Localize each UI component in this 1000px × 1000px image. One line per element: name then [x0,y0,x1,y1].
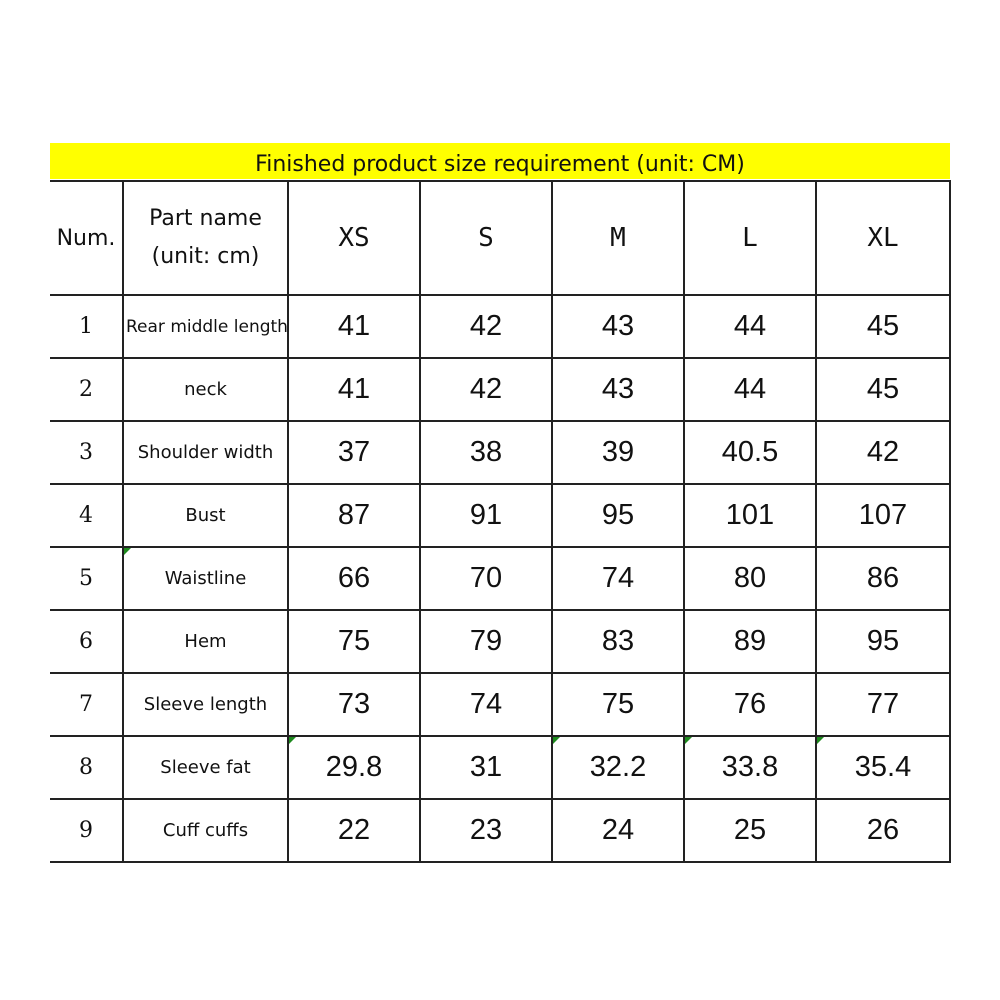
value-cell-xl: 45 [816,358,950,421]
table-row [50,421,950,484]
value-cell-xs: 22 [288,799,420,862]
part-name-column-header [123,181,288,295]
value-cell-l: 40.5 [684,421,816,484]
table-row [50,295,950,358]
table-row [50,484,950,547]
value-cell-l: 44 [684,358,816,421]
value-cell-l: 101 [684,484,816,547]
value-cell-m: 95 [552,484,684,547]
part-name-cell: Sleeve fat [123,736,288,799]
value-cell-xl: 107 [816,484,950,547]
part-name-header-line1: Part name [149,206,262,231]
value-cell-s: 38 [420,421,552,484]
value-cell-xs [288,736,420,799]
value-cell-l: 89 [684,610,816,673]
row-number: 5 [50,547,123,610]
value-cell-xs: 41 [288,295,420,358]
size-chart-table [50,180,951,863]
table-row [50,736,950,799]
value-cell-m [552,736,684,799]
row-number: 9 [50,799,123,862]
value-cell-xs: 37 [288,421,420,484]
value-text: 32.2 [589,751,647,783]
value-cell-xl: 86 [816,547,950,610]
value-text: 29.8 [325,751,383,783]
size-header-l: L [684,181,816,295]
value-cell-s: 23 [420,799,552,862]
value-cell-xs: 87 [288,484,420,547]
row-number: 1 [50,295,123,358]
table-row [50,547,950,610]
value-cell-xs: 75 [288,610,420,673]
value-cell-xl: 95 [816,610,950,673]
size-header-xs: XS [288,181,420,295]
value-cell-s: 42 [420,358,552,421]
part-name-cell: Bust [123,484,288,547]
comment-marker-icon [817,737,824,744]
value-cell-s: 70 [420,547,552,610]
row-number: 4 [50,484,123,547]
value-cell-m: 75 [552,673,684,736]
value-cell-xl: 26 [816,799,950,862]
value-cell-xl [816,736,950,799]
part-name-cell: Rear middle length [123,295,288,358]
table-row [50,799,950,862]
value-cell-m: 43 [552,358,684,421]
value-cell-l: 76 [684,673,816,736]
comment-marker-icon [289,737,296,744]
value-cell-xl: 45 [816,295,950,358]
part-name-cell: Sleeve length [123,673,288,736]
value-text: 35.4 [854,751,912,783]
value-cell-xs: 73 [288,673,420,736]
value-cell-m: 24 [552,799,684,862]
value-cell-l: 25 [684,799,816,862]
part-name-cell: Hem [123,610,288,673]
part-name-cell: Shoulder width [123,421,288,484]
value-cell-l: 44 [684,295,816,358]
table-row [50,673,950,736]
value-cell-s: 42 [420,295,552,358]
row-number: 2 [50,358,123,421]
value-cell-s: 91 [420,484,552,547]
row-number: 7 [50,673,123,736]
value-cell-xs: 41 [288,358,420,421]
comment-marker-icon [553,737,560,744]
header-row [50,181,950,295]
comment-marker-icon [685,737,692,744]
table-row [50,610,950,673]
comment-marker-icon [124,548,131,555]
value-cell-l: 80 [684,547,816,610]
size-header-m: M [552,181,684,295]
part-name-cell: neck [123,358,288,421]
row-number: 6 [50,610,123,673]
part-name-text: Waistline [164,568,247,589]
part-name-cell: Cuff cuffs [123,799,288,862]
size-header-xl: XL [816,181,950,295]
value-cell-m: 43 [552,295,684,358]
value-cell-xl: 42 [816,421,950,484]
value-cell-l [684,736,816,799]
value-text: 33.8 [721,751,779,783]
table-row [50,358,950,421]
part-name-cell [123,547,288,610]
row-number: 8 [50,736,123,799]
value-cell-m: 39 [552,421,684,484]
value-cell-xl: 77 [816,673,950,736]
value-cell-s: 74 [420,673,552,736]
value-cell-s: 79 [420,610,552,673]
part-name-header-line2: (unit: cm) [151,244,260,269]
row-number: 3 [50,421,123,484]
num-column-header: Num. [50,181,123,295]
value-cell-s: 31 [420,736,552,799]
size-header-s: S [420,181,552,295]
value-cell-xs: 66 [288,547,420,610]
value-cell-m: 74 [552,547,684,610]
table-title: Finished product size requirement (unit: CM) [50,143,950,179]
value-cell-m: 83 [552,610,684,673]
